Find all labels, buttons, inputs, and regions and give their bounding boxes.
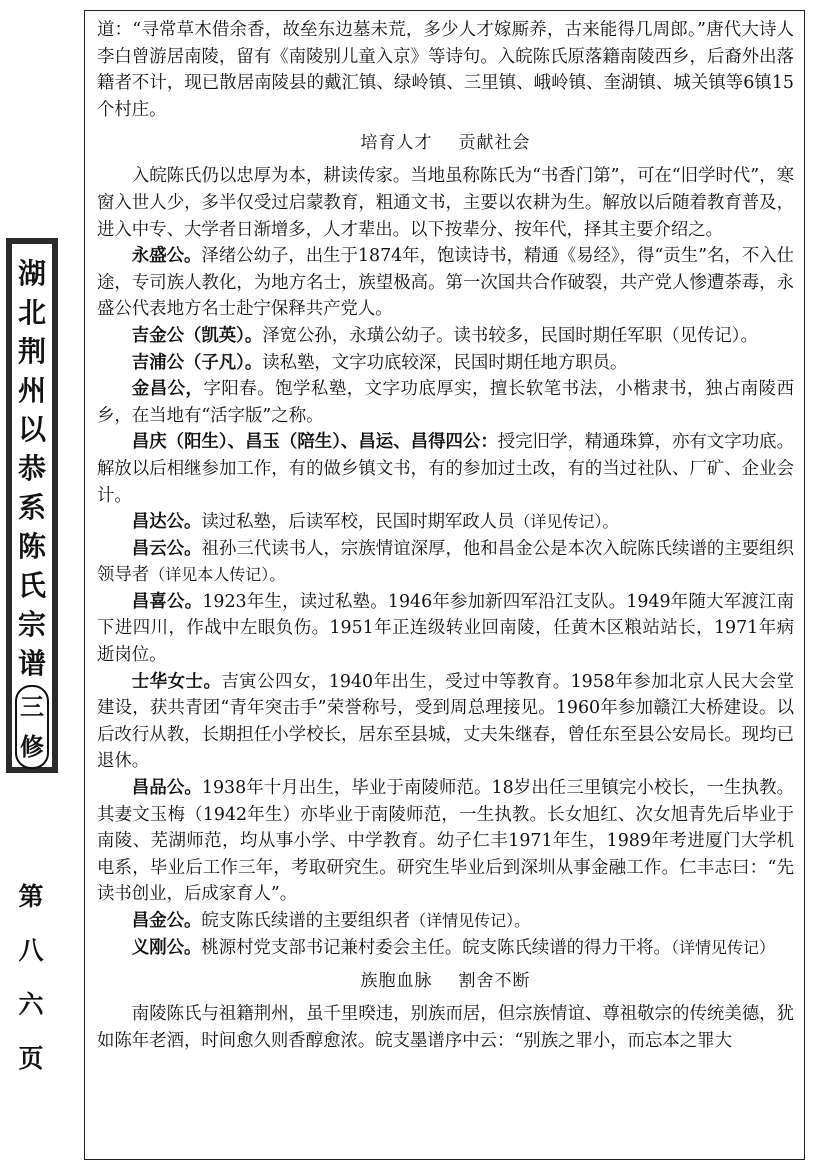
section-heading-1-a: 培育人才 (360, 133, 433, 154)
side-title-char: 氏 (17, 569, 46, 602)
page-number-char: 六 (18, 990, 44, 1019)
side-title-tab (6, 238, 58, 773)
person-entry (97, 536, 794, 589)
person-name: 义刚公。 (131, 937, 202, 958)
person-name: 昌达公。 (131, 512, 202, 533)
person-name: 昌云公。 (131, 538, 202, 559)
side-title-char: 谱 (17, 647, 46, 680)
side-title-char: 陈 (17, 530, 46, 563)
side-title-inner (10, 242, 54, 769)
side-title-chars (15, 254, 49, 683)
person-name: 吉浦公（子凡）。 (131, 352, 263, 373)
side-title-char: 恭 (17, 452, 46, 485)
side-title-char: 系 (17, 491, 46, 524)
side-title-char: 荆 (17, 335, 46, 368)
person-name: 昌喜公。 (131, 591, 203, 612)
person-reference-note: （详情见传记）。 (410, 911, 531, 930)
person-name: 吉金公（凯英）。 (131, 325, 263, 346)
person-entry (97, 243, 794, 323)
page-number (12, 870, 50, 1086)
person-entry (97, 350, 794, 377)
side-title-char: 以 (17, 413, 46, 446)
person-description: 字阳春。饱学私塾，文字功底厚实，擅长软笔书法，小楷隶书，独占南陵西乡，在当地有“活字版”之称。 (97, 379, 794, 426)
section-heading-2 (97, 961, 794, 1001)
person-name: 昌品公。 (131, 778, 202, 799)
edition-char-2: 修 (20, 733, 44, 761)
page-number-char: 八 (18, 936, 44, 965)
person-description: 1923年生，读过私塾。1946年参加新四军沿江支队。1949年随大军渡江南下进四川，作战中左眼负伤。1951年正连级转业回南陵，任黄木区粮站站长，1971年病逝岗位。 (97, 591, 794, 666)
person-name: 士华女士。 (131, 671, 222, 692)
person-description: 泽绪公幼子，出生于1874年，饱读诗书，精通《易经》，得“贡生”名，不入仕途，专司族人教化，为地方名士，族望极高。第一次国共合作破裂，共产党人惨遭荼毒，永盛公代表地方名士赴宁保释共产党人。 (97, 246, 794, 320)
section-heading-2-b: 割舍不断 (458, 971, 531, 992)
person-entry (97, 376, 794, 429)
person-name: 昌庆（阳生）、昌玉（陪生）、昌运、昌得四公： (131, 432, 498, 453)
person-description: 1938年十月出生，毕业于南陵师范。18岁出任三里镇完小校长，一生执教。其妻文玉梅（1942年生）亦毕业于南陵师范，一生执教。长女旭红、次女旭青先后毕业于南陵、芜湖师范，均从事小学、中学教育。幼子仁丰1971年生，1989年考进厦门大学机电系，毕业后工作三年，考取研究生。研究生毕业后到深圳从事金融工作。仁丰志曰：“先读书创业，后成家育人”。 (97, 778, 794, 905)
person-description: 桃源村党支部书记兼村委会主任。皖支陈氏续谱的得力干将。 (201, 937, 671, 958)
person-entry (97, 669, 794, 775)
person-entry (97, 589, 794, 669)
person-reference-note: （详见本人传记）。 (149, 565, 286, 585)
section-heading-2-a: 族胞血脉 (360, 971, 433, 992)
person-description: 读过私塾，后读军校，民国时期军政人员 (201, 512, 515, 533)
section-heading-1 (97, 123, 794, 163)
person-entry (97, 509, 794, 536)
side-title-char: 湖 (17, 257, 46, 290)
intro-paragraph: 道：“寻常草木借余香，故垒东边墓未荒，多少人才嫁厮养，古来能得几周郎。”唐代大诗人李白曾游居南陵，留有《南陵别儿童入京》等诗句。入皖陈氏原落籍南陵西乡，后裔外出落籍者不计，现已散居南陵县的戴汇镇、绿岭镇、三里镇、峨岭镇、奎湖镇、城关镇等6镇15个村庄。 (97, 20, 794, 120)
person-name: 金昌公， (131, 379, 204, 400)
side-title-char: 北 (17, 296, 46, 329)
side-title-char: 宗 (17, 608, 46, 641)
section1-intro: 入皖陈氏仍以忠厚为本，耕读传家。当地虽称陈氏为“书香门第”，可在“旧学时代”，寒窗入世人少，多半仅受过启蒙教育，粗通文书，主要以农耕为生。解放以后随着教育普及，进入中专、大学者日渐增多，人才辈出。以下按辈分、按年代，择其主要介绍之。 (97, 166, 794, 240)
person-description: 祖孙三代读书人，宗族情谊深厚，他和昌金公是本次入皖陈氏续谱的主要组织领导者 (97, 538, 794, 586)
edition-badge (15, 685, 49, 769)
main-text-frame (84, 10, 805, 1160)
people-list (97, 243, 794, 961)
side-title-char: 州 (17, 374, 46, 407)
person-entry (97, 323, 794, 350)
person-entry (97, 908, 794, 935)
page-number-char: 页 (18, 1044, 44, 1073)
person-reference-note: （详见传记）。 (514, 512, 619, 532)
section-heading-1-b: 贡献社会 (458, 133, 531, 154)
person-name: 永盛公。 (131, 246, 202, 267)
person-description: 吉寅公四女，1940年出生，受过中等教育。1958年参加北京人民大会堂建设，获共青团“青年突击手”荣誉称号，受到周总理接见。1960年参加赣江大桥建设。以后改行从教，长期担任小学校长，居东至县城，丈夫朱继春，曾任东至县公安局长。现均已退休。 (97, 671, 794, 772)
person-entry (97, 775, 794, 908)
person-description: 皖支陈氏续谱的主要组织者 (201, 911, 411, 931)
person-description: 泽宽公孙，永璜公幼子。读书较多，民国时期任军职（见传记）。 (262, 325, 758, 346)
person-entry (97, 429, 794, 509)
person-entry (97, 935, 794, 962)
edition-char-1: 三 (20, 693, 44, 721)
section2-paragraph: 南陵陈氏与祖籍荆州，虽千里暌违，别族而居，但宗族情谊、尊祖敬宗的传统美德，犹如陈年老酒，时间愈久则香醇愈浓。皖支墨谱序中云：“别族之罪小，而忘本之罪大 (97, 1004, 794, 1051)
person-name: 昌金公。 (131, 911, 202, 931)
person-reference-note: （详情见传记） (670, 937, 775, 957)
person-description: 授完旧学，精通珠算，亦有文字功底。解放以后相继参加工作，有的做乡镇文书，有的参加过土改，有的当过社队、厂矿、企业会计。 (97, 432, 794, 506)
person-description: 读私塾，文字功底较深，民国时期任地方职员。 (262, 352, 628, 373)
page-number-char: 第 (18, 882, 44, 911)
